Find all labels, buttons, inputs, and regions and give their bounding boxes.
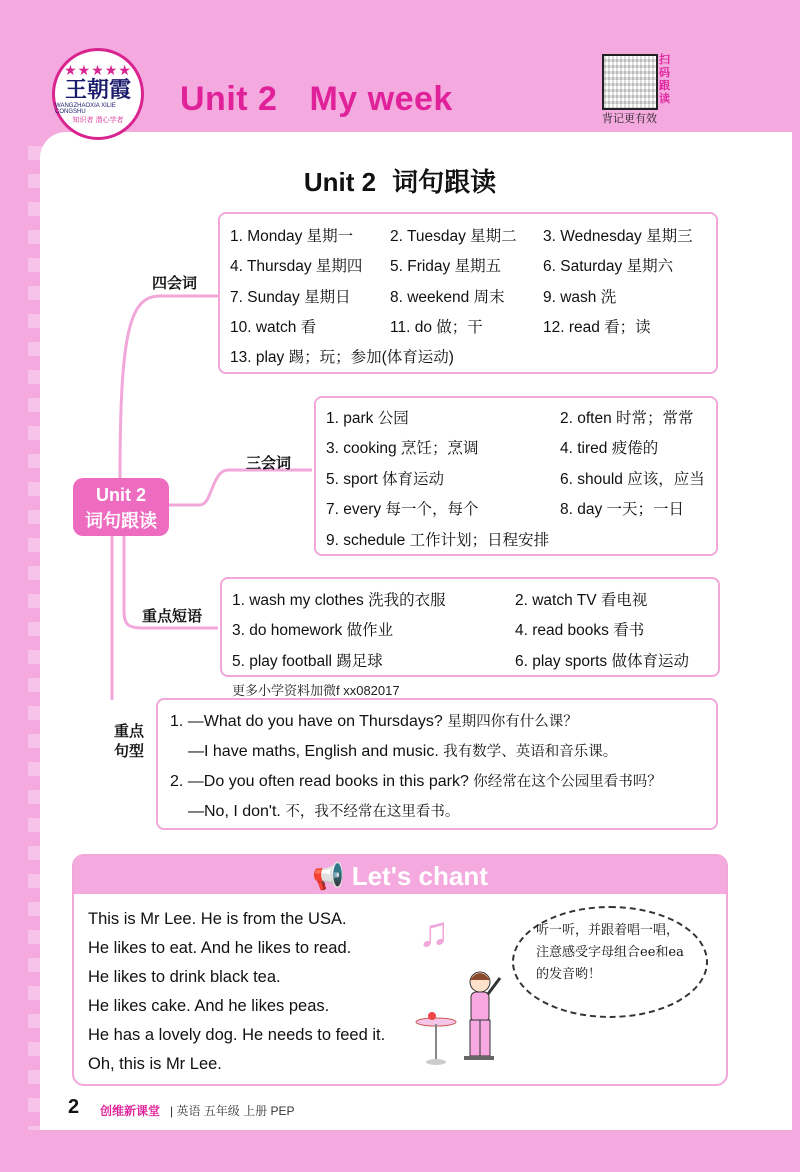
word-item: 9. wash 洗 (543, 289, 617, 306)
sentence-line (170, 710, 578, 731)
phrase-item: 6. play sports 做体育运动 (515, 653, 689, 670)
word-item: 11. do 做；干 (390, 319, 483, 336)
word-item: 9. schedule 工作计划；日程安排 (326, 532, 550, 549)
center-node-line2: 词句跟读 (85, 511, 157, 531)
word-item: 1. park 公园 (326, 410, 409, 427)
four-skill-words-box (218, 212, 718, 374)
connector-three-skill (169, 470, 312, 505)
phrase-item: 5. play football 踢足球 (232, 653, 383, 670)
sentence-line (188, 800, 459, 821)
chant-line: He likes cake. And he likes peas. (88, 997, 330, 1015)
phrase-item: 2. watch TV 看电视 (515, 592, 648, 609)
phrase-item: 4. read books 看书 (515, 622, 645, 639)
word-item: 10. watch 看 (230, 319, 317, 336)
chant-line: He likes to drink black tea. (88, 968, 281, 986)
chant-line: This is Mr Lee. He is from the USA. (88, 910, 347, 928)
word-item: 4. tired 疲倦的 (560, 440, 659, 457)
footer-brand: 创维新课堂 (100, 1104, 161, 1118)
word-item: 8. weekend 周末 (390, 289, 505, 306)
footer-meta: | 英语 五年级 上册 PEP (170, 1104, 295, 1118)
sentences-label-line2: 句型 (114, 743, 145, 760)
chant-header (74, 856, 726, 894)
word-item: 4. Thursday 星期四 (230, 258, 363, 275)
word-item: 6. Saturday 星期六 (543, 258, 674, 275)
sentence-en: 2. —Do you often read books in this park? (170, 773, 469, 790)
key-sentences-box (156, 698, 718, 830)
resource-note: 更多小学资料加微f xx082017 (232, 683, 400, 698)
sentence-en: —I have maths, English and music. (188, 743, 439, 760)
sentence-line (188, 740, 617, 761)
section-heading-title: 词句跟读 (392, 167, 497, 197)
sentence-line (170, 770, 662, 791)
word-item: 7. every 每一个，每个 (326, 501, 479, 518)
word-item: 2. Tuesday 星期二 (390, 228, 517, 245)
music-note-icon: ♫ (418, 908, 450, 955)
word-item: 3. Wednesday 星期三 (543, 228, 693, 245)
qr-caption: 背记更有效 (602, 112, 657, 125)
crown-icon: ★★★★★ (64, 62, 132, 78)
word-item: 5. sport 体育运动 (326, 471, 444, 488)
logo-brand-text: 王朝霞 (64, 77, 131, 103)
word-item: 8. day 一天；一日 (560, 501, 685, 518)
chant-title: Let's chant (351, 861, 488, 891)
chant-line: He has a lovely dog. He needs to feed it. (88, 1026, 386, 1044)
boy-eating-illustration (408, 960, 518, 1070)
unit-number: Unit 2 (180, 80, 278, 118)
three-skill-words-box (314, 396, 718, 556)
branch-label-sentences (114, 722, 144, 762)
key-phrases-box (220, 577, 720, 677)
sentence-cn: 你经常在这个公园里看书吗？ (473, 774, 662, 790)
unit-name: My week (309, 80, 453, 118)
word-item: 7. Sunday 星期日 (230, 289, 351, 306)
logo-sub-text: 知识者 潜心学者 (72, 117, 124, 124)
phrase-item: 1. wash my clothes 洗我的衣服 (232, 592, 446, 609)
sentence-cn: 星期四你有什么课？ (447, 714, 578, 730)
chant-line: Oh, this is Mr Lee. (88, 1055, 222, 1073)
megaphone-icon: 📢 (312, 861, 345, 891)
word-item: 1. Monday 星期一 (230, 228, 354, 245)
word-item: 2. often 时常；常常 (560, 410, 694, 427)
sentence-en: —No, I don't. (188, 803, 281, 820)
branch-label-three-skill: 三会词 (246, 455, 292, 472)
sentence-en: 1. —What do you have on Thursdays? (170, 713, 443, 730)
word-item: 6. should 应该，应当 (560, 471, 705, 488)
word-item: 3. cooking 烹饪；烹调 (326, 440, 479, 457)
word-item: 13. play 踢；玩；参加(体育运动) (230, 349, 454, 366)
sentence-cn: 不，我不经常在这里看书。 (285, 804, 460, 820)
center-node-line1: Unit 2 (95, 485, 146, 505)
sentences-label-line1: 重点 (114, 723, 145, 740)
connector-four-skill (120, 296, 220, 478)
logo-ring-text: WANGZHAOXIA XILIE CONGSHU (55, 103, 116, 115)
chant-line: He likes to eat. And he likes to read. (88, 939, 352, 957)
page-number: 2 (68, 1096, 80, 1118)
speech-bubble-text: 听一听，并跟着唱一唱，注意感受字母组合ee和ea的发音哟！ (536, 923, 684, 982)
sentence-cn: 我有数学、英语和音乐课。 (443, 744, 618, 760)
section-heading-unit: Unit 2 (303, 167, 377, 197)
mindmap-center-node (73, 478, 169, 536)
word-item: 12. read 看；读 (543, 319, 651, 336)
word-item: 5. Friday 星期五 (390, 258, 502, 275)
branch-label-four-skill: 四会词 (152, 275, 198, 292)
branch-label-phrases: 重点短语 (142, 608, 203, 625)
qr-side-label: 扫码跟读 (659, 54, 670, 105)
phrase-item: 3. do homework 做作业 (232, 622, 394, 639)
